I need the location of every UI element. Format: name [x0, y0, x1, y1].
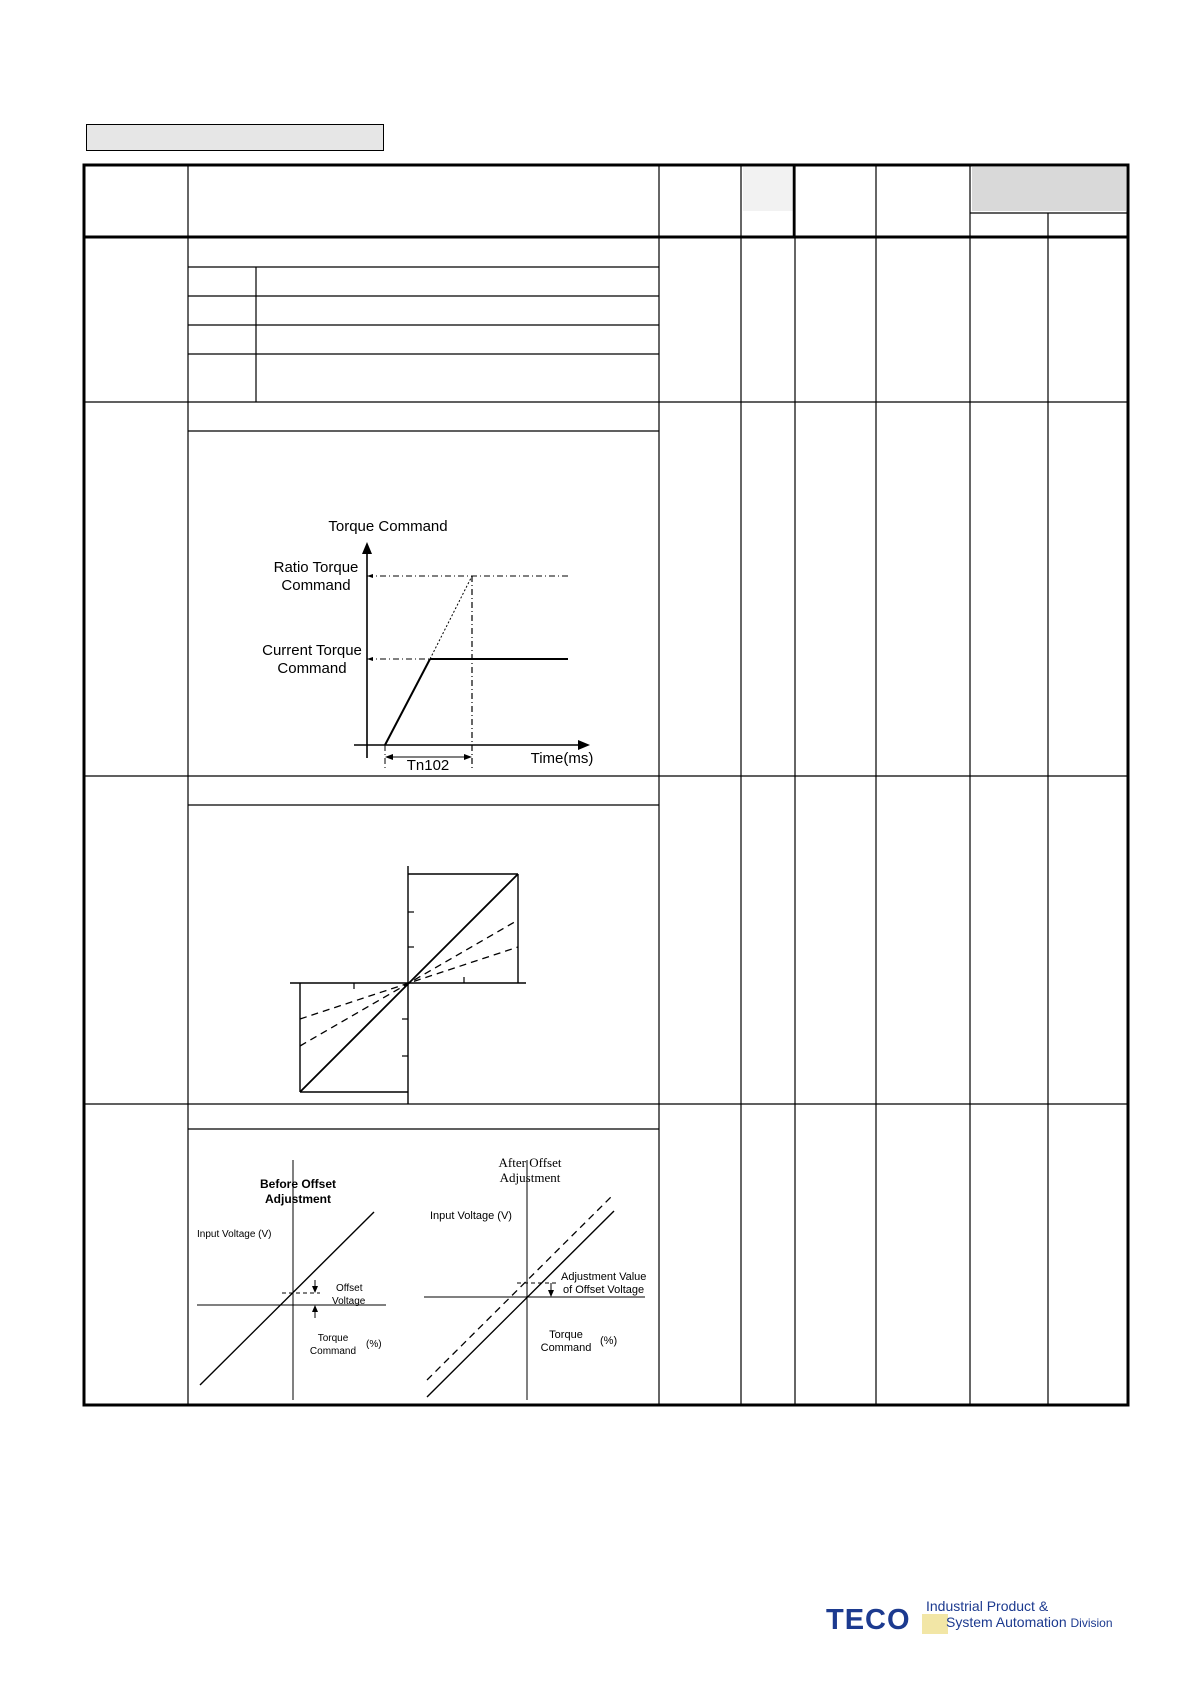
division-line-2-main: System Automation [946, 1614, 1067, 1630]
after-x-label-line2: Command [540, 1342, 592, 1354]
current-ramp [385, 659, 430, 745]
brand-name: TECO [826, 1604, 911, 1636]
before-title-line1: Before Offset [259, 1177, 337, 1191]
logo-badge [922, 1614, 948, 1634]
before-offset-diagram [197, 1160, 386, 1400]
header-cell-shade [743, 167, 793, 211]
torque-y-arrow [362, 542, 372, 554]
torque-x-arrow [578, 740, 590, 750]
before-title-line2: Adjustment [265, 1192, 331, 1206]
after-offset-line-solid [427, 1211, 614, 1397]
torque-y-label: Torque Command [328, 518, 448, 535]
description-dividers [188, 431, 659, 1129]
footer-logo [826, 1598, 1126, 1638]
division-line-2-small: Division [1070, 1616, 1113, 1630]
before-annot-line2: Voltage [332, 1296, 366, 1307]
before-annot-line1: Offset [336, 1283, 363, 1294]
division-line-1: Industrial Product & [926, 1598, 1049, 1614]
torque-command-chart [262, 518, 593, 774]
before-unit: (%) [366, 1339, 382, 1350]
after-x-label-line1: Torque [549, 1329, 583, 1341]
after-annot-line2: of Offset Voltage [563, 1284, 645, 1296]
column-dividers [188, 165, 1128, 1405]
ratio-label-line2: Command [281, 577, 351, 594]
after-title-line2: Adjustment [499, 1170, 561, 1185]
ratio-label-line1: Ratio Torque [273, 559, 359, 576]
before-y-label: Input Voltage (V) [197, 1229, 272, 1240]
tn102-label: Tn102 [406, 757, 450, 774]
after-annot-line1: Adjustment Value [561, 1271, 647, 1283]
row1-subgrid [188, 267, 659, 402]
gain-chart [290, 866, 526, 1104]
header-group-cell [972, 167, 1126, 211]
before-x-label-line2: Command [309, 1346, 357, 1357]
current-label-line1: Current Torque [262, 642, 362, 659]
after-unit: (%) [600, 1335, 618, 1347]
time-axis-label: Time(ms) [530, 750, 594, 767]
before-x-label-line1: Torque [317, 1333, 349, 1344]
division-line-2 [946, 1614, 1113, 1630]
after-y-label: Input Voltage (V) [430, 1210, 512, 1222]
row-dividers [84, 402, 1128, 1104]
current-label-line2: Command [277, 660, 347, 677]
after-title-line1: After Offset [498, 1155, 562, 1170]
after-offset-diagram [424, 1155, 646, 1400]
ratio-ramp-dotted [430, 576, 472, 659]
